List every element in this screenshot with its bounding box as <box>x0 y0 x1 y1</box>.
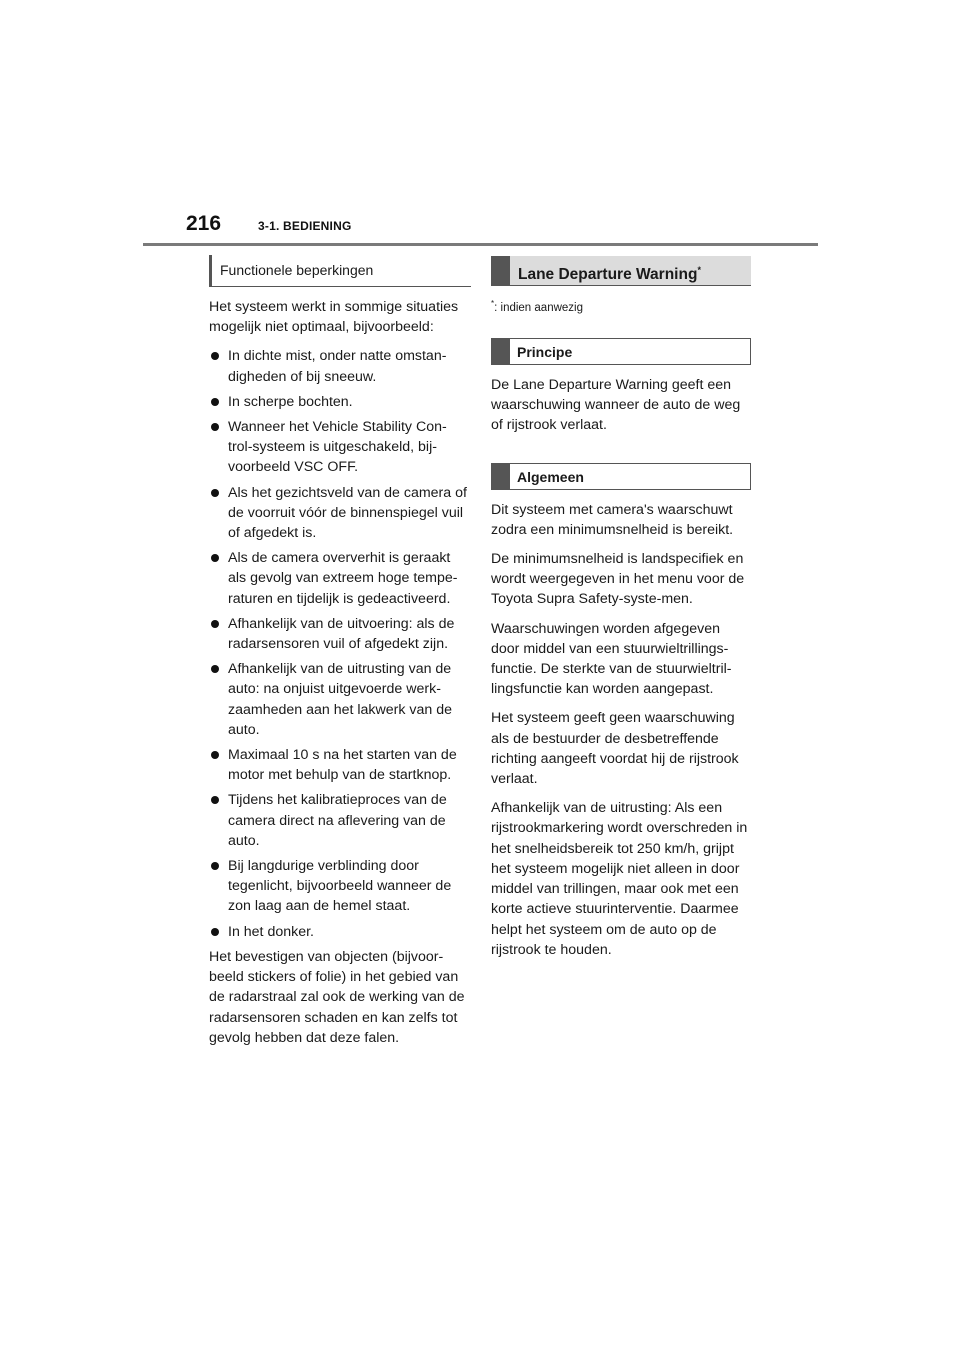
list-item-text: In scherpe bochten. <box>228 393 353 410</box>
page-number: 216 <box>186 212 222 235</box>
list-item-text: Afhankelijk van de uitrusting van de auto: na onjuist uitgevoerde werk-zaamheden aan het lakwerk van de auto. <box>228 661 452 738</box>
list-item-text: Als het gezichtsveld van de camera of de voorruit vóór de binnenspiegel vuil of afgedekt is. <box>228 484 467 542</box>
list-item <box>209 922 471 942</box>
list-item-text: Tijdens het kalibratieproces van de camera direct na aflevering van de auto. <box>228 792 447 849</box>
right-column <box>491 255 751 969</box>
bullet-icon <box>211 796 219 804</box>
footnote-text: : indien aanwezig <box>494 301 583 314</box>
list-item <box>209 483 471 544</box>
principle-paragraph: De Lane Departure Warning geeft een waarschuwing wanneer de auto de weg of rijstrook verlaat. <box>491 377 741 434</box>
section-gap <box>491 445 751 463</box>
limitations-heading: Functionele beperkingen <box>209 255 471 287</box>
list-item-text: Afhankelijk van de uitvoering: als de radarsensoren vuil of afgedekt zijn. <box>228 615 455 653</box>
list-item-text: In dichte mist, onder natte omstan-digheden of bij sneeuw. <box>228 348 447 385</box>
list-item <box>209 548 471 609</box>
bullet-icon <box>211 665 219 673</box>
footnote-asterisk: * <box>491 299 495 308</box>
general-heading: Algemeen <box>491 463 751 490</box>
limitations-list <box>209 346 471 941</box>
intro-paragraph: Het systeem werkt in sommige situaties mogelijk niet optimaal, bijvoorbeeld: <box>209 299 459 336</box>
bullet-icon <box>211 554 219 562</box>
principle-heading: Principe <box>491 338 751 365</box>
list-item-text: In het donker. <box>228 923 314 940</box>
bullet-icon <box>211 489 219 497</box>
left-column <box>209 255 471 1057</box>
general-paragraph: Waarschuwingen worden afgegeven door middel van een stuurwieltrillings-functie. De sterkte van de stuurwieltril-lingsfunctie kan worden aangepast. <box>491 620 732 698</box>
general-paragraph: Dit systeem met camera's waarschuwt zodra een minimumsnelheid is bereikt. <box>491 501 734 538</box>
section-title: 3-1. BEDIENING <box>258 219 352 233</box>
general-paragraph: De minimumsnelheid is landspecifiek en wordt weergegeven in het menu voor de Toyota Supra Safety-syste-men. <box>491 551 745 608</box>
bullet-icon <box>211 928 219 936</box>
list-item-text: Bij langdurige verblinding door tegenlicht, bijvoorbeeld wanneer de zon laag aan de hemel staat. <box>228 858 452 915</box>
list-item <box>209 856 471 917</box>
footnote <box>491 294 751 318</box>
closing-paragraph: Het bevestigen van objecten (bijvoor-beeld stickers of folie) in het gebied van de radarstraal zal ook de werking van de radarsensoren schaden en kan zelfs tot gevolg hebben dat deze falen. <box>209 948 465 1046</box>
bullet-icon <box>211 398 219 406</box>
lane-departure-heading <box>491 256 751 286</box>
header-rule <box>143 243 818 246</box>
list-item <box>209 392 471 412</box>
lane-departure-heading-text: Lane Departure Warning <box>518 266 698 284</box>
list-item <box>209 790 471 851</box>
list-item-text: Maximaal 10 s na het starten van de motor met behulp van de startknop. <box>228 747 457 784</box>
bullet-icon <box>211 620 219 628</box>
general-paragraph: Afhankelijk van de uitrusting: Als een rijstrookmarkering wordt overschreden in het snelheidsbereik tot 250 km/h, grijpt het systeem mogelijk niet alleen in door middel van trillingen, maar ook met een korte actieve stuurinterventie. Daarmee helpt het systeem om de auto op de rijstrook te houden. <box>491 800 748 958</box>
heading-asterisk: * <box>697 265 701 275</box>
list-item <box>209 659 471 740</box>
bullet-icon <box>211 751 219 759</box>
general-paragraph: Het systeem geeft geen waarschuwing als de bestuurder de desbetreffende richting aangeeft voordat hij de rijstrook verlaat. <box>491 710 739 788</box>
list-item <box>209 745 471 785</box>
bullet-icon <box>211 423 219 431</box>
list-item <box>209 614 471 654</box>
list-item <box>209 346 471 386</box>
list-item <box>209 417 471 478</box>
list-item-text: Wanneer het Vehicle Stability Con-trol-systeem is uitgeschakeld, bij-voorbeeld VSC OFF. <box>228 419 447 476</box>
bullet-icon <box>211 862 219 870</box>
bullet-icon <box>211 352 219 360</box>
list-item-text: Als de camera oververhit is geraakt als gevolg van extreem hoge tempe-raturen en tijdelijk is gedeactiveerd. <box>228 550 458 607</box>
